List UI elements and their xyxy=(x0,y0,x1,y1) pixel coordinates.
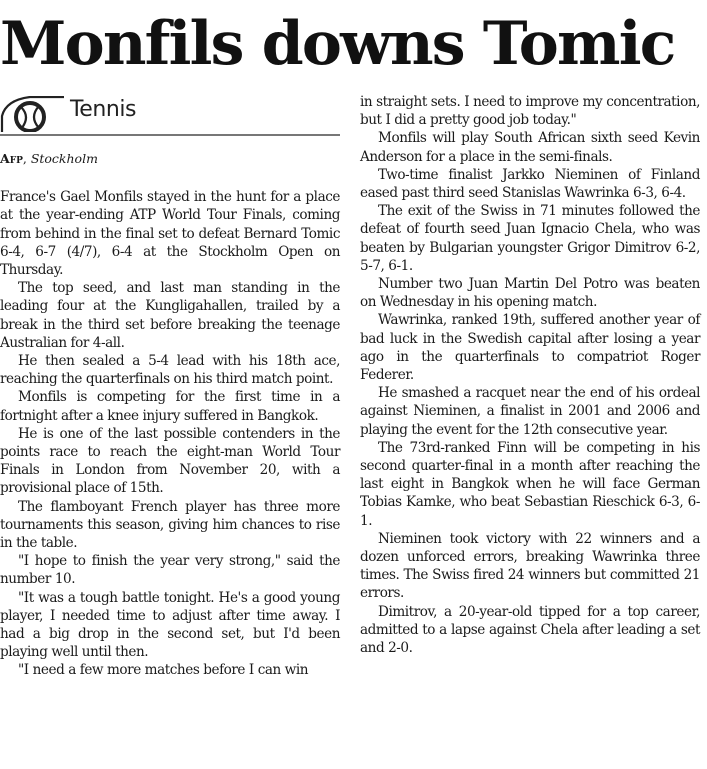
byline-separator: , xyxy=(22,151,31,166)
article-paragraph: Number two Juan Martin Del Potro was beaten on Wednesday in his opening match. xyxy=(360,276,700,311)
article-paragraph: He is one of the last possible contenders in the points race to reach the eight-man World Tour Finals in London from November 20, with a provisional place of 15th. xyxy=(0,425,340,497)
article-paragraph: Two-time finalist Jarkko Nieminen of Finland eased past third seed Stanislas Wawrinka 6-3, 6-4. xyxy=(360,166,700,202)
byline xyxy=(0,150,340,168)
article-paragraph: "I need a few more matches before I can win xyxy=(18,662,309,679)
article-paragraph: Nieminen took victory with 22 winners and a dozen unforced errors, breaking Wawrinka three times. The Swiss fired 24 winners but committed 21 errors. xyxy=(360,530,700,602)
article-paragraph: He then sealed a 5-4 lead with his 18th ace, reaching the quarterfinals on his third match point. xyxy=(0,353,340,388)
byline-location: Stockholm xyxy=(30,151,98,166)
article-paragraph: "It was a tough battle tonight. He's a good young player, I needed time to adjust after time away. I had a big drop in the second set, but I'd been playing well until then. xyxy=(0,589,340,661)
article-paragraph: in straight sets. I need to improve my concentration, but I did a pretty good job today." xyxy=(360,94,700,129)
headline: Monfils downs Tomic xyxy=(0,9,675,79)
article-paragraph: The 73rd-ranked Finn will be competing in his second quarter-final in a month after reaching the last eight in Bangkok when he will face German Tobias Kamke, who beat Sebastian Rieschick 6-3, 6-1. xyxy=(360,439,700,529)
article-paragraph: The exit of the Swiss in 71 minutes followed the defeat of fourth seed Juan Ignacio Chela, who was beaten by Bulgarian youngster Grigor Dimitrov 6-2, 5-7, 6-1. xyxy=(360,203,700,274)
right-column xyxy=(360,93,700,657)
byline-agency: Afp xyxy=(0,151,23,166)
article-paragraph: Wawrinka, ranked 19th, suffered another year of bad luck in the Swedish capital after losing a year ago in the quarterfinals to compatriot Roger Federer. xyxy=(360,312,700,384)
section-header xyxy=(0,94,340,136)
article-paragraph: The top seed, and last man standing in the leading four at the Kungligahallen, trailed by a break in the third set before breaking the teenage Australian for 4-all. xyxy=(0,280,340,351)
article-paragraph: He smashed a racquet near the end of his ordeal against Nieminen, a finalist in 2001 and 2006 and playing the event for the 12th consecutive year. xyxy=(360,385,700,438)
article-paragraph: Monfils is competing for the first time in a fortnight after a knee injury suffered in Bangkok. xyxy=(0,389,340,424)
article-paragraph: France's Gael Monfils stayed in the hunt for a place at the year-ending ATP World Tour Finals, coming from behind in the final set to defeat Bernard Tomic 6-4, 6-7 (4/7), 6-4 at the Stockholm Open on Thursday. xyxy=(0,189,340,279)
article-paragraph: "I hope to finish the year very strong," said the number 10. xyxy=(0,553,340,588)
article-paragraph: Dimitrov, a 20-year-old tipped for a top career, admitted to a lapse against Chela after leading a set and 2-0. xyxy=(360,603,700,657)
article-paragraph: The flamboyant French player has three more tournaments this season, giving him chances to rise in the table. xyxy=(0,498,340,552)
article-paragraph: Monfils will play South African sixth seed Kevin Anderson for a place in the semi-finals. xyxy=(360,130,700,165)
tennis-ball-icon xyxy=(0,96,66,132)
left-column xyxy=(0,94,340,680)
section-label: Tennis xyxy=(70,97,136,122)
